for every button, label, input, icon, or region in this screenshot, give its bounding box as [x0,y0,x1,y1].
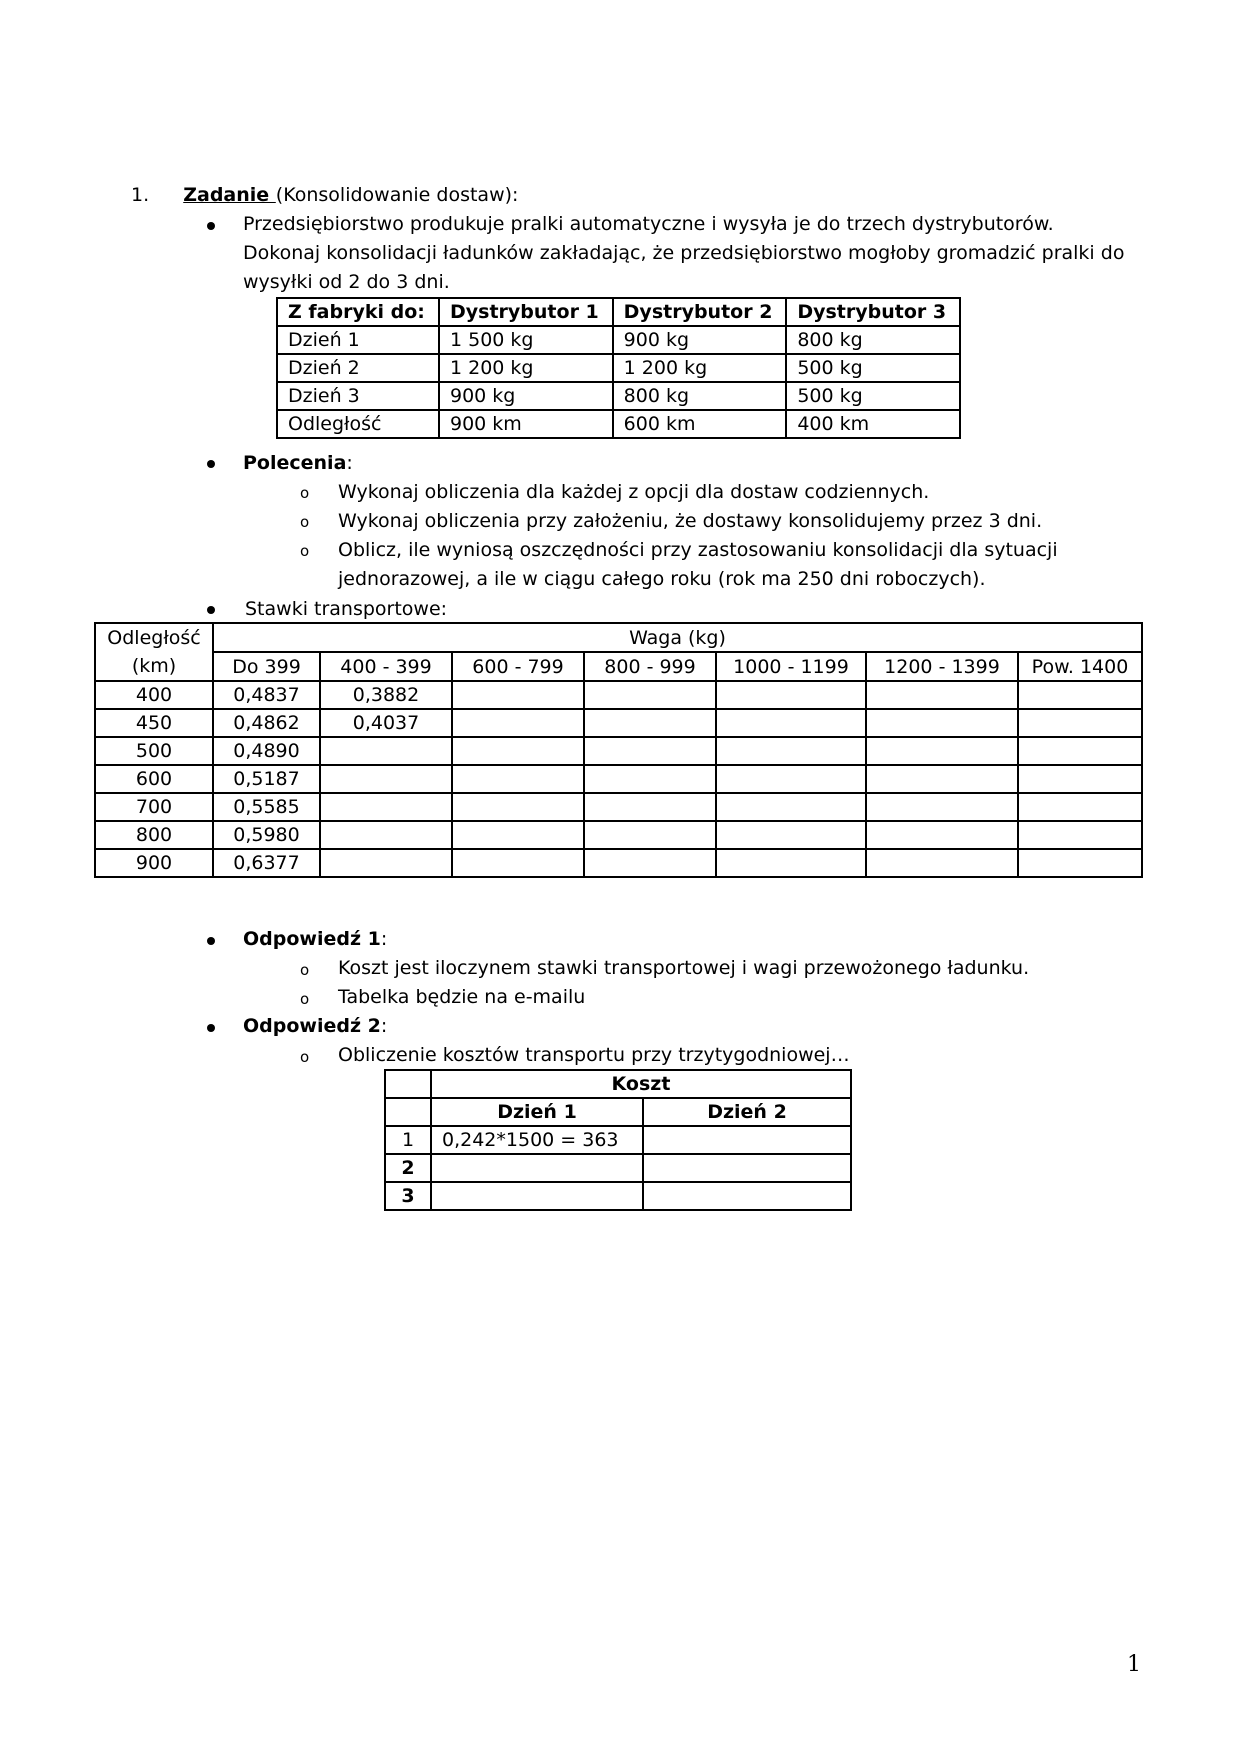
answer2-colon: : [380,1015,388,1037]
table-cell: 0,4837 [213,681,320,709]
table-cell: 0,5980 [213,821,320,849]
table-row [95,849,1142,877]
table-cell [716,709,866,737]
table-cell: 500 kg [786,382,960,410]
table-row [277,382,960,410]
table-header-row [95,623,1142,652]
table-cell: Dzień 1 [277,326,439,354]
circle-bullet-icon: o [300,484,310,502]
answer1-heading [243,925,387,954]
table-cell: 800 kg [786,326,960,354]
table-cell [716,737,866,765]
table-cell [643,1154,851,1182]
table-cell: 0,4890 [213,737,320,765]
table-cell: 0,242*1500 = 363 [431,1126,643,1154]
table-cell [866,849,1018,877]
table-cell: 500 kg [786,354,960,382]
command-item: Wykonaj obliczenia przy założeniu, że dostawy konsolidujemy przez 3 dni. [338,510,1043,532]
table-cell [866,737,1018,765]
empty-corner-cell [385,1098,431,1126]
table-cell: 1 200 kg [439,354,613,382]
table-cell [1018,793,1142,821]
table-cell [452,737,584,765]
table-cell: 0,3882 [320,681,452,709]
table-cell [1018,821,1142,849]
table-row [277,410,960,438]
table-cell: 900 kg [613,326,787,354]
weight-range-cell: 1000 - 1199 [716,652,866,681]
table-cell: 900 kg [439,382,613,410]
table-cell: Odległość [277,410,439,438]
table-header-row [385,1098,851,1126]
task-subtitle: (Konsolidowanie dostaw): [275,184,519,206]
table-row [95,793,1142,821]
table-row [95,765,1142,793]
table-cell [584,681,716,709]
circle-bullet-icon: o [300,990,310,1008]
table-cell: Dzień 3 [277,382,439,410]
circle-bullet-icon: o [300,513,310,531]
commands-colon: : [346,452,353,474]
bullet-icon [207,1024,215,1032]
table-cell [716,821,866,849]
table-cell [452,681,584,709]
table-row [385,1154,851,1182]
weight-range-cell: Do 399 [213,652,320,681]
table-cell [431,1154,643,1182]
circle-bullet-icon: o [300,1048,310,1066]
table-cell [643,1182,851,1210]
table-header-row [385,1070,851,1098]
intro-line: Dokonaj konsolidacji ładunków zakładając, że przedsiębiorstwo mogłoby gromadzić pralki do [243,242,1125,264]
table-cell: 400 [95,681,213,709]
row-number-cell: 2 [385,1154,431,1182]
table-cell [320,737,452,765]
table-cell [584,709,716,737]
distance-header-cell [95,623,213,681]
table-cell: 900 [95,849,213,877]
answer2-heading [243,1012,387,1041]
table-cell [431,1182,643,1210]
weight-range-cell: Pow. 1400 [1018,652,1142,681]
table-cell [320,849,452,877]
table-cell [1018,765,1142,793]
commands-heading [243,449,353,478]
header-cell: Dystrybutor 1 [439,298,613,326]
table-row [277,326,960,354]
table-cell: 600 km [613,410,787,438]
intro-paragraph [243,210,1124,297]
table-cell [584,821,716,849]
table-cell: 900 km [439,410,613,438]
table-cell [643,1126,851,1154]
table-cell [716,793,866,821]
table-cell: 1 500 kg [439,326,613,354]
table-cell [320,793,452,821]
rates-table [94,622,1143,878]
distance-header-line: (km) [131,655,177,677]
command-item: Oblicz, ile wyniosą oszczędności przy zastosowaniu konsolidacji dla sytuacji [338,539,1058,561]
weight-header-cell: Waga (kg) [213,623,1142,652]
table-cell: 0,4037 [320,709,452,737]
intro-line: Przedsiębiorstwo produkuje pralki automatyczne i wysyła je do trzech dystrybutorów. [243,213,1054,235]
row-number-cell: 1 [385,1126,431,1154]
table-cell [584,793,716,821]
weight-range-cell: 800 - 999 [584,652,716,681]
distance-header-line: Odległość [107,627,201,649]
circle-bullet-icon: o [300,542,310,560]
table-header-row [277,298,960,326]
table-cell [1018,737,1142,765]
weight-range-cell: 1200 - 1399 [866,652,1018,681]
table-row [95,681,1142,709]
table-cell: 600 [95,765,213,793]
table-row [385,1126,851,1154]
task-title: Zadanie [183,184,276,206]
table-cell [866,765,1018,793]
table-cell: Dzień 2 [277,354,439,382]
task-number: 1. [131,184,150,206]
table-row [95,821,1142,849]
table-header-row [95,652,1142,681]
table-cell: 450 [95,709,213,737]
cost-table [384,1069,852,1211]
table-row [95,709,1142,737]
header-cell: Z fabryki do: [277,298,439,326]
empty-corner-cell [385,1070,431,1098]
weight-range-cell: 400 - 399 [320,652,452,681]
answer2-label: Odpowiedź 2 [243,1015,381,1037]
circle-bullet-icon: o [300,961,310,979]
table-cell [320,765,452,793]
page-number: 1 [1127,1652,1141,1677]
table-cell [452,709,584,737]
table-cell [716,849,866,877]
table-cell: 0,5187 [213,765,320,793]
bullet-icon [207,460,215,468]
table-cell [584,849,716,877]
table-cell [866,821,1018,849]
table-cell [452,821,584,849]
table-cell: 0,6377 [213,849,320,877]
bullet-icon [207,606,215,614]
table-row [385,1182,851,1210]
answer1-label: Odpowiedź 1 [243,928,381,950]
commands-label: Polecenia [243,452,347,474]
answer1-item: Koszt jest iloczynem stawki transportowej i wagi przewożonego ładunku. [338,957,1030,979]
table-cell [1018,849,1142,877]
table-cell: 1 200 kg [613,354,787,382]
task-heading [131,181,518,210]
command-item: Wykonaj obliczenia dla każdej z opcji dla dostaw codziennych. [338,481,930,503]
table-cell [452,849,584,877]
table-cell: 800 kg [613,382,787,410]
table-cell [866,793,1018,821]
bullet-icon [207,937,215,945]
table-cell: 700 [95,793,213,821]
row-number-cell: 3 [385,1182,431,1210]
table-cell [1018,681,1142,709]
rates-label: Stawki transportowe: [245,598,448,620]
table-cell [320,821,452,849]
table-row [95,737,1142,765]
table-cell [584,737,716,765]
answer1-colon: : [380,928,388,950]
table-cell: 400 km [786,410,960,438]
cost-header-cell: Koszt [431,1070,851,1098]
table-cell [866,681,1018,709]
header-cell: Dystrybutor 3 [786,298,960,326]
table-cell [452,765,584,793]
table-cell [866,709,1018,737]
bullet-icon [207,222,215,230]
intro-line: wysyłki od 2 do 3 dni. [243,271,450,293]
table-cell [452,793,584,821]
table-cell [716,765,866,793]
table-cell [584,765,716,793]
table-cell [716,681,866,709]
table-row [277,354,960,382]
table-cell [1018,709,1142,737]
shipments-table [276,297,961,439]
command-item-continued: jednorazowej, a ile w ciągu całego roku (rok ma 250 dni roboczych). [338,568,986,590]
column-header-cell: Dzień 1 [431,1098,643,1126]
column-header-cell: Dzień 2 [643,1098,851,1126]
answer2-item: Obliczenie kosztów transportu przy trzytygodniowej… [338,1044,850,1066]
table-cell: 0,4862 [213,709,320,737]
weight-range-cell: 600 - 799 [452,652,584,681]
table-cell: 500 [95,737,213,765]
answer1-item: Tabelka będzie na e-mailu [338,986,586,1008]
table-cell: 800 [95,821,213,849]
table-cell: 0,5585 [213,793,320,821]
header-cell: Dystrybutor 2 [613,298,787,326]
